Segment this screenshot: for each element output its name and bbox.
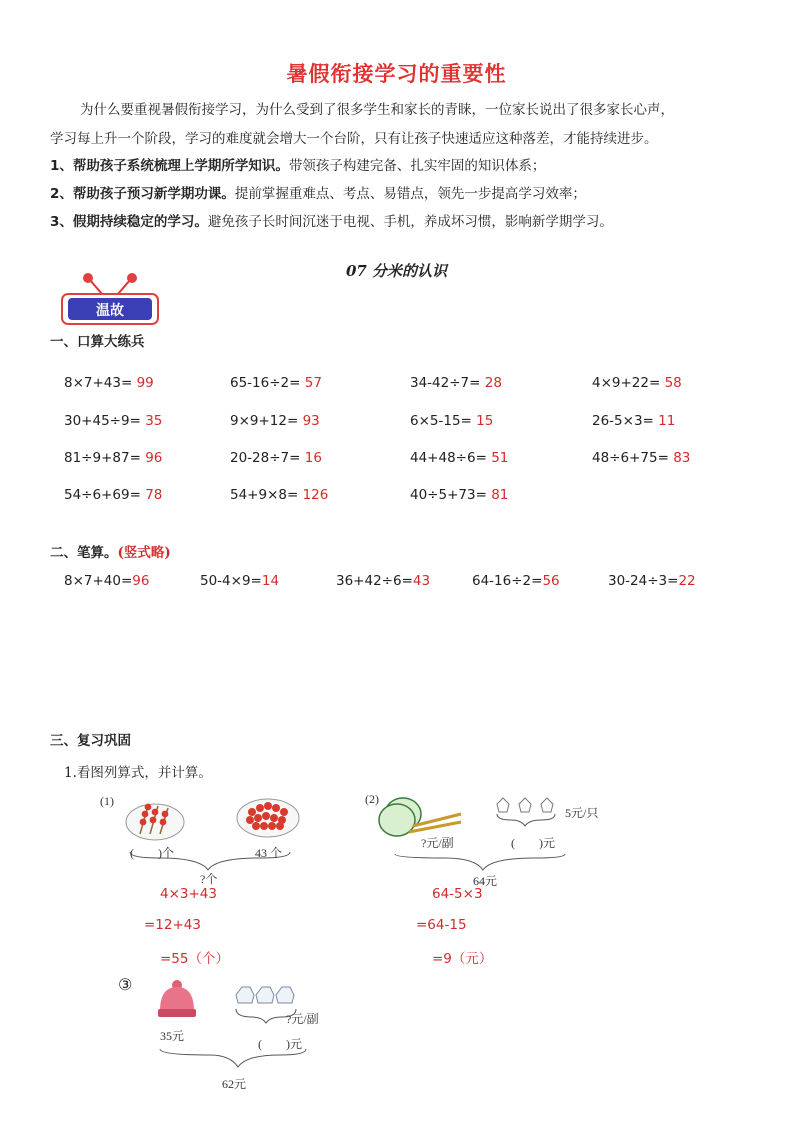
point-2-lead: 2、帮助孩子预习新学期功课。 bbox=[50, 186, 235, 202]
calc-item: 6×5-15= 15 bbox=[410, 413, 494, 429]
point-3 bbox=[50, 209, 613, 235]
point-2 bbox=[50, 181, 586, 207]
calc-item: 81÷9+87= 96 bbox=[64, 450, 163, 466]
fig1-answer-line-1: 4×3+43 bbox=[160, 886, 217, 902]
figure-2 bbox=[365, 792, 625, 886]
figure-3-mid-label: ( )元 bbox=[258, 1037, 302, 1051]
calc-item: 30+45÷9= 35 bbox=[64, 413, 163, 429]
section2-title: 二、笔算。(竖式略) bbox=[50, 545, 171, 561]
section1-title: 一、口算大练兵 bbox=[50, 334, 145, 350]
calc-row-2 bbox=[0, 413, 793, 433]
figure-3-right-label: ?元/副 bbox=[286, 1012, 319, 1026]
point-1-rest: 带领孩子构建完备、扎实牢固的知识体系； bbox=[288, 158, 546, 174]
point-3-lead: 3、假期持续稳定的学习。 bbox=[50, 214, 208, 230]
section3-title: 三、复习巩固 bbox=[50, 733, 131, 749]
calc-row-4 bbox=[0, 487, 793, 507]
figure-1-left-label: ( )个 bbox=[130, 846, 174, 860]
calc-item: 26-5×3= 11 bbox=[592, 413, 676, 429]
fig2-answer-line-1: 64-5×3 bbox=[432, 886, 483, 902]
calc-item: 40÷5+73= 81 bbox=[410, 487, 509, 503]
fig2-answer-line-3: =9（元） bbox=[432, 951, 493, 967]
intro-line-1: 为什么要重视暑假衔接学习，为什么受到了很多学生和家长的青睐，一位家长说出了很多家长心声， bbox=[80, 102, 674, 118]
section2-note: (竖式略) bbox=[117, 545, 171, 561]
point-3-rest: 避免孩子长时间沉迷于电视、手机，养成坏习惯，影响新学期学习。 bbox=[207, 214, 613, 230]
figure-1-number: (1) bbox=[100, 794, 114, 808]
calc-item: 8×7+43= 99 bbox=[64, 375, 154, 391]
point-2-rest: 提前掌握重难点、考点、易错点，领先一步提高学习效率； bbox=[234, 186, 586, 202]
written-calc-item: 50-4×9=14 bbox=[200, 573, 280, 589]
figure-1-right-label: 43 个 bbox=[255, 846, 283, 860]
page-title: 暑假衔接学习的重要性 bbox=[286, 62, 507, 86]
figure-3-left-label: 35元 bbox=[160, 1029, 185, 1043]
figure-2-mid-label: ( )元 bbox=[511, 836, 555, 850]
calc-item: 54+9×8= 126 bbox=[230, 487, 329, 503]
review-badge bbox=[60, 270, 160, 326]
lesson-title: 07 分米的认识 bbox=[345, 262, 448, 280]
fig2-answer-line-2: =64-15 bbox=[416, 917, 467, 933]
calc-row-1 bbox=[0, 375, 793, 395]
calc-item: 65-16÷2= 57 bbox=[230, 375, 322, 391]
point-1 bbox=[50, 153, 545, 179]
written-calc-item: 64-16÷2=56 bbox=[472, 573, 560, 589]
figure-2-bottom-label: 64元 bbox=[473, 874, 498, 888]
figure-2-number: (2) bbox=[365, 792, 379, 806]
written-calc-item: 8×7+40=96 bbox=[64, 573, 150, 589]
fig1-answer-line-3: =55（个） bbox=[160, 951, 229, 967]
badge-text: 温故 bbox=[96, 303, 124, 319]
point-1-lead: 1、帮助孩子系统梳理上学期所学知识。 bbox=[50, 158, 289, 174]
fig1-answer-line-2: =12+43 bbox=[144, 917, 201, 933]
calc-item: 54÷6+69= 78 bbox=[64, 487, 163, 503]
calc-item: 9×9+12= 93 bbox=[230, 413, 320, 429]
written-calc-row bbox=[0, 573, 793, 593]
figure-2-left-label: ?元/副 bbox=[421, 836, 454, 850]
calc-row-3 bbox=[0, 450, 793, 470]
written-calc-item: 36+42÷6=43 bbox=[336, 573, 431, 589]
calc-item: 34-42÷7= 28 bbox=[410, 375, 502, 391]
intro-line-2: 学习每上升一个阶段，学习的难度就会增大一个台阶，只有让孩子快速适应这种落差，才能持续进步。 bbox=[50, 131, 658, 147]
calc-item: 44+48÷6= 51 bbox=[410, 450, 509, 466]
figure-3 bbox=[110, 975, 340, 1095]
figure-3-number: ③ bbox=[118, 975, 133, 994]
figure-1 bbox=[100, 792, 320, 884]
written-calc-item: 30-24÷3=22 bbox=[608, 573, 696, 589]
figure-3-bottom-label: 62元 bbox=[222, 1077, 247, 1091]
figure-1-bottom-label: ?个 bbox=[200, 872, 218, 886]
calc-item: 4×9+22= 58 bbox=[592, 375, 682, 391]
calc-item: 20-28÷7= 16 bbox=[230, 450, 322, 466]
calc-item: 48÷6+75= 83 bbox=[592, 450, 691, 466]
figure-2-price-label: 5元/只 bbox=[565, 806, 599, 820]
question-1: 1.看图列算式，并计算。 bbox=[64, 765, 212, 781]
